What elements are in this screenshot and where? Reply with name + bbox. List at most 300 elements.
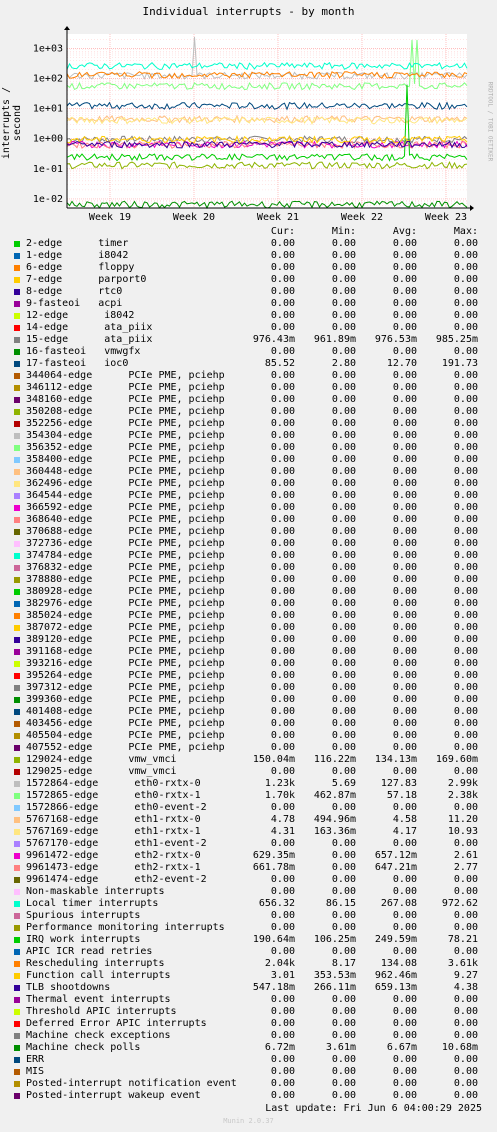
series-cur: 629.35m [252,850,295,861]
series-avg: 0.00 [392,574,417,585]
series-max: 0.00 [453,310,478,321]
legend-row [0,406,497,418]
legend-row [0,478,497,490]
y-tick-label: 1e+01 [32,103,63,115]
series-swatch [14,301,20,307]
series-cur: 0.00 [270,1090,295,1101]
series-swatch [14,913,20,919]
series-name: 374784-edge PCIe PME, pciehp [26,550,225,561]
series-cur: 0.00 [270,622,295,633]
legend-row [0,958,497,970]
legend-row [0,934,497,946]
series-min: 0.00 [331,946,356,957]
legend-row [0,502,497,514]
series-min: 0.00 [331,1018,356,1029]
series-max: 0.00 [453,1090,478,1101]
series-name: Performance monitoring interrupts [26,922,225,933]
series-swatch [14,901,20,907]
series-swatch [14,661,20,667]
series-max: 0.00 [453,562,478,573]
series-avg: 134.08 [380,958,417,969]
series-min: 0.00 [331,1090,356,1101]
series-cur: 0.00 [270,910,295,921]
series-cur: 0.00 [270,1078,295,1089]
series-name: 405504-edge PCIe PME, pciehp [26,730,225,741]
series-avg: 0.00 [392,310,417,321]
series-avg: 976.53m [374,334,417,345]
series-swatch [14,1033,20,1039]
series-min: 0.00 [331,1054,356,1065]
series-max: 0.00 [453,874,478,885]
series-swatch [14,349,20,355]
series-swatch [14,241,20,247]
series-swatch [14,673,20,679]
series-avg: 0.00 [392,1078,417,1089]
series-swatch [14,877,20,883]
legend-row [0,250,497,262]
series-swatch [14,733,20,739]
series-name: 380928-edge PCIe PME, pciehp [26,586,225,597]
series-cur: 0.00 [270,802,295,813]
series-cur: 2.04k [264,958,295,969]
legend-row [0,526,497,538]
series-cur: 0.00 [270,1054,295,1065]
series-swatch [14,745,20,751]
series-swatch [14,421,20,427]
series-cur: 0.00 [270,658,295,669]
series-swatch [14,961,20,967]
series-max: 0.00 [453,742,478,753]
series-max: 0.00 [453,430,478,441]
series-cur: 0.00 [270,238,295,249]
series-name: Machine check exceptions [26,1030,171,1041]
legend-row [0,658,497,670]
series-min: 0.00 [331,502,356,513]
legend-row [0,1090,497,1102]
series-name: 385024-edge PCIe PME, pciehp [26,610,225,621]
series-min: 0.00 [331,730,356,741]
series-max: 0.00 [453,622,478,633]
series-max: 0.00 [453,382,478,393]
series-cur: 547.18m [252,982,295,993]
col-avg: Avg: [392,226,417,237]
legend-row [0,802,497,814]
series-swatch [14,973,20,979]
y-tick-label: 1e-02 [32,193,63,205]
series-min: 8.17 [331,958,356,969]
series-cur: 85.52 [264,358,295,369]
series-min: 0.00 [331,538,356,549]
series-cur: 0.00 [270,706,295,717]
series-cur: 0.00 [270,874,295,885]
series-swatch [14,529,20,535]
series-cur: 0.00 [270,1006,295,1017]
legend-row [0,346,497,358]
series-min: 0.00 [331,586,356,597]
series-min: 106.25m [313,934,356,945]
series-avg: 647.21m [374,862,417,873]
series-max: 0.00 [453,274,478,285]
series-max: 0.00 [453,526,478,537]
series-swatch [14,937,20,943]
legend-row [0,1018,497,1030]
series-min: 266.11m [313,982,356,993]
series-swatch [14,1045,20,1051]
series-avg: 657.12m [374,850,417,861]
series-cur: 0.00 [270,670,295,681]
series-avg: 659.13m [374,982,417,993]
series-avg: 0.00 [392,286,417,297]
series-name: 397312-edge PCIe PME, pciehp [26,682,225,693]
series-swatch [14,709,20,715]
series-min: 0.00 [331,370,356,381]
series-name: 387072-edge PCIe PME, pciehp [26,622,225,633]
series-max: 0.00 [453,514,478,525]
series-max: 0.00 [453,574,478,585]
series-avg: 0.00 [392,874,417,885]
legend-row [0,898,497,910]
series-swatch [14,685,20,691]
series-max: 0.00 [453,670,478,681]
series-name: 364544-edge PCIe PME, pciehp [26,490,225,501]
series-avg: 0.00 [392,550,417,561]
x-axis-arrow [470,205,474,211]
y-tick-label: 1e+02 [32,73,63,85]
legend-row [0,538,497,550]
series-min: 0.00 [331,382,356,393]
series-name: 360448-edge PCIe PME, pciehp [26,466,225,477]
series-avg: 0.00 [392,466,417,477]
legend-row [0,418,497,430]
series-min: 0.00 [331,994,356,1005]
series-name: 5767169-edge eth1-rxtx-1 [26,826,201,837]
series-min: 0.00 [331,838,356,849]
series-name: 366592-edge PCIe PME, pciehp [26,502,225,513]
legend-row [0,742,497,754]
legend-row [0,886,497,898]
series-name: Posted-interrupt wakeup event [26,1090,201,1101]
series-avg: 0.00 [392,886,417,897]
series-avg: 0.00 [392,478,417,489]
series-avg: 0.00 [392,382,417,393]
legend-row [0,610,497,622]
series-avg: 0.00 [392,238,417,249]
series-max: 0.00 [453,322,478,333]
series-avg: 0.00 [392,586,417,597]
legend-row [0,490,497,502]
series-name: 352256-edge PCIe PME, pciehp [26,418,225,429]
series-swatch [14,1009,20,1015]
series-cur: 4.31 [270,826,295,837]
legend-row [0,598,497,610]
series-name: 372736-edge PCIe PME, pciehp [26,538,225,549]
legend-row [0,358,497,370]
series-min: 0.00 [331,1078,356,1089]
series-avg: 12.70 [386,358,417,369]
legend-row [0,574,497,586]
series-swatch [14,1069,20,1075]
legend-row [0,778,497,790]
legend-row [0,646,497,658]
y-tick-label: 1e-01 [32,163,63,175]
series-name: 6-edge floppy [26,262,135,273]
series-avg: 0.00 [392,802,417,813]
series-min: 0.00 [331,454,356,465]
series-swatch [14,361,20,367]
series-max: 0.00 [453,718,478,729]
series-swatch [14,853,20,859]
series-max: 0.00 [453,538,478,549]
series-swatch [14,625,20,631]
series-min: 0.00 [331,526,356,537]
series-min: 163.36m [313,826,356,837]
series-name: 9961472-edge eth2-rxtx-0 [26,850,201,861]
munin-version: Munin 2.0.37 [223,1117,274,1125]
series-max: 0.00 [453,490,478,501]
series-cur: 0.00 [270,1030,295,1041]
series-min: 0.00 [331,766,356,777]
series-avg: 0.00 [392,634,417,645]
legend-row [0,1054,497,1066]
legend-row [0,826,497,838]
series-max: 972.62 [441,898,478,909]
series-cur: 0.00 [270,946,295,957]
series-max: 2.99k [447,778,478,789]
series-swatch [14,793,20,799]
series-avg: 0.00 [392,682,417,693]
series-name: 401408-edge PCIe PME, pciehp [26,706,225,717]
legend-row [0,514,497,526]
chart-title: Individual interrupts - by month [142,5,355,18]
series-max: 2.38k [447,790,478,801]
series-max: 0.00 [453,406,478,417]
series-min: 0.00 [331,886,356,897]
series-cur: 656.32 [258,898,295,909]
series-swatch [14,865,20,871]
series-min: 0.00 [331,850,356,861]
series-swatch [14,889,20,895]
series-name: Threshold APIC interrupts [26,1006,177,1017]
legend-row [0,814,497,826]
series-cur: 0.00 [270,274,295,285]
y-ticks [33,43,63,205]
series-avg: 4.17 [392,826,417,837]
series-avg: 0.00 [392,1030,417,1041]
series-avg: 0.00 [392,1054,417,1065]
series-avg: 0.00 [392,718,417,729]
series-swatch [14,697,20,703]
series-swatch [14,277,20,283]
series-swatch [14,289,20,295]
series-cur: 0.00 [270,766,295,777]
series-max: 0.00 [453,1030,478,1041]
legend-row [0,622,497,634]
series-max: 0.00 [453,910,478,921]
legend-row [0,454,497,466]
series-swatch [14,817,20,823]
series-min: 0.00 [331,478,356,489]
series-max: 0.00 [453,1018,478,1029]
series-max: 0.00 [453,610,478,621]
series-swatch [14,805,20,811]
series-max: 0.00 [453,370,478,381]
series-avg: 134.13m [374,754,417,765]
y-axis-arrow [64,26,70,30]
legend-row [0,370,497,382]
series-avg: 0.00 [392,838,417,849]
series-min: 0.00 [331,250,356,261]
series-name: 391168-edge PCIe PME, pciehp [26,646,225,657]
series-cur: 0.00 [270,550,295,561]
series-min: 0.00 [331,802,356,813]
series-avg: 962.46m [374,970,417,981]
series-cur: 0.00 [270,1018,295,1029]
series-name: 1572864-edge eth0-rxtx-0 [26,778,201,789]
series-max: 0.00 [453,646,478,657]
series-min: 0.00 [331,610,356,621]
series-name: 354304-edge PCIe PME, pciehp [26,430,225,441]
series-cur: 0.00 [270,730,295,741]
series-min: 0.00 [331,562,356,573]
series-max: 0.00 [453,550,478,561]
series-cur: 0.00 [270,478,295,489]
legend-row [0,262,497,274]
legend-row [0,850,497,862]
legend-row [0,754,497,766]
legend-row [0,946,497,958]
series-min: 462.87m [313,790,356,801]
series-avg: 0.00 [392,622,417,633]
series-max: 0.00 [453,442,478,453]
series-cur: 0.00 [270,514,295,525]
series-min: 0.00 [331,274,356,285]
legend-row [0,310,497,322]
series-cur: 0.00 [270,1066,295,1077]
series-swatch [14,313,20,319]
series-swatch [14,781,20,787]
series-avg: 0.00 [392,922,417,933]
series-avg: 0.00 [392,562,417,573]
legend-row [0,1078,497,1090]
col-max: Max: [453,226,478,237]
series-max: 0.00 [453,262,478,273]
series-avg: 0.00 [392,370,417,381]
series-swatch [14,397,20,403]
legend-row [0,730,497,742]
series-cur: 0.00 [270,574,295,585]
series-max: 0.00 [453,466,478,477]
series-name: 9961474-edge eth2-event-2 [26,874,207,885]
series-max: 4.38 [453,982,478,993]
series-name: 1572866-edge eth0-event-2 [26,802,207,813]
series-swatch [14,481,20,487]
series-min: 0.00 [331,310,356,321]
series-max: 0.00 [453,238,478,249]
legend-row [0,382,497,394]
series-max: 0.00 [453,922,478,933]
series-name: Local timer interrupts [26,898,159,909]
series-name: Non-maskable interrupts [26,886,165,897]
series-min: 0.00 [331,622,356,633]
series-avg: 0.00 [392,454,417,465]
series-swatch [14,589,20,595]
series-min: 961.89m [313,334,356,345]
series-avg: 0.00 [392,658,417,669]
series-swatch [14,1021,20,1027]
series-avg: 0.00 [392,1066,417,1077]
series-max: 0.00 [453,946,478,957]
legend-row [0,862,497,874]
series-name: 344064-edge PCIe PME, pciehp [26,370,225,381]
legend-row [0,238,497,250]
series-avg: 0.00 [392,442,417,453]
series-swatch [14,493,20,499]
series-swatch [14,841,20,847]
series-min: 0.00 [331,910,356,921]
series-max: 0.00 [453,1054,478,1065]
series-avg: 0.00 [392,646,417,657]
legend-row [0,682,497,694]
series-cur: 0.00 [270,994,295,1005]
plot-area [0,0,497,226]
series-min: 0.00 [331,394,356,405]
legend-row [0,298,497,310]
y-tick-label: 1e+00 [32,133,63,145]
series-avg: 0.00 [392,670,417,681]
series-avg: 57.18 [386,790,417,801]
series-cur: 0.00 [270,466,295,477]
series-max: 0.00 [453,1006,478,1017]
series-cur: 0.00 [270,250,295,261]
series-name: 382976-edge PCIe PME, pciehp [26,598,225,609]
series-max: 11.20 [447,814,478,825]
series-cur: 0.00 [270,634,295,645]
series-max: 0.00 [453,766,478,777]
series-cur: 0.00 [270,442,295,453]
series-swatch [14,997,20,1003]
series-swatch [14,469,20,475]
series-max: 0.00 [453,658,478,669]
series-swatch [14,553,20,559]
series-min: 0.00 [331,466,356,477]
series-min: 0.00 [331,922,356,933]
legend-header [0,226,497,238]
series-min: 0.00 [331,322,356,333]
series-cur: 0.00 [270,694,295,705]
legend-row [0,982,497,994]
series-max: 0.00 [453,682,478,693]
series-cur: 6.72m [264,1042,295,1053]
series-swatch [14,445,20,451]
series-name: 7-edge parport0 [26,274,147,285]
series-swatch [14,613,20,619]
series-max: 0.00 [453,598,478,609]
series-avg: 0.00 [392,430,417,441]
series-cur: 0.00 [270,310,295,321]
rrdtool-watermark: RRDTOOL / TOBI OETIKER [486,81,494,162]
series-min: 0.00 [331,550,356,561]
legend-row [0,670,497,682]
series-min: 0.00 [331,346,356,357]
series-avg: 0.00 [392,262,417,273]
series-name: 399360-edge PCIe PME, pciehp [26,694,225,705]
series-name: 8-edge rtc0 [26,286,123,297]
series-cur: 0.00 [270,682,295,693]
series-name: Deferred Error APIC interrupts [26,1018,207,1029]
series-min: 0.00 [331,694,356,705]
legend-row [0,718,497,730]
series-name: 15-edge ata_piix [26,334,153,345]
